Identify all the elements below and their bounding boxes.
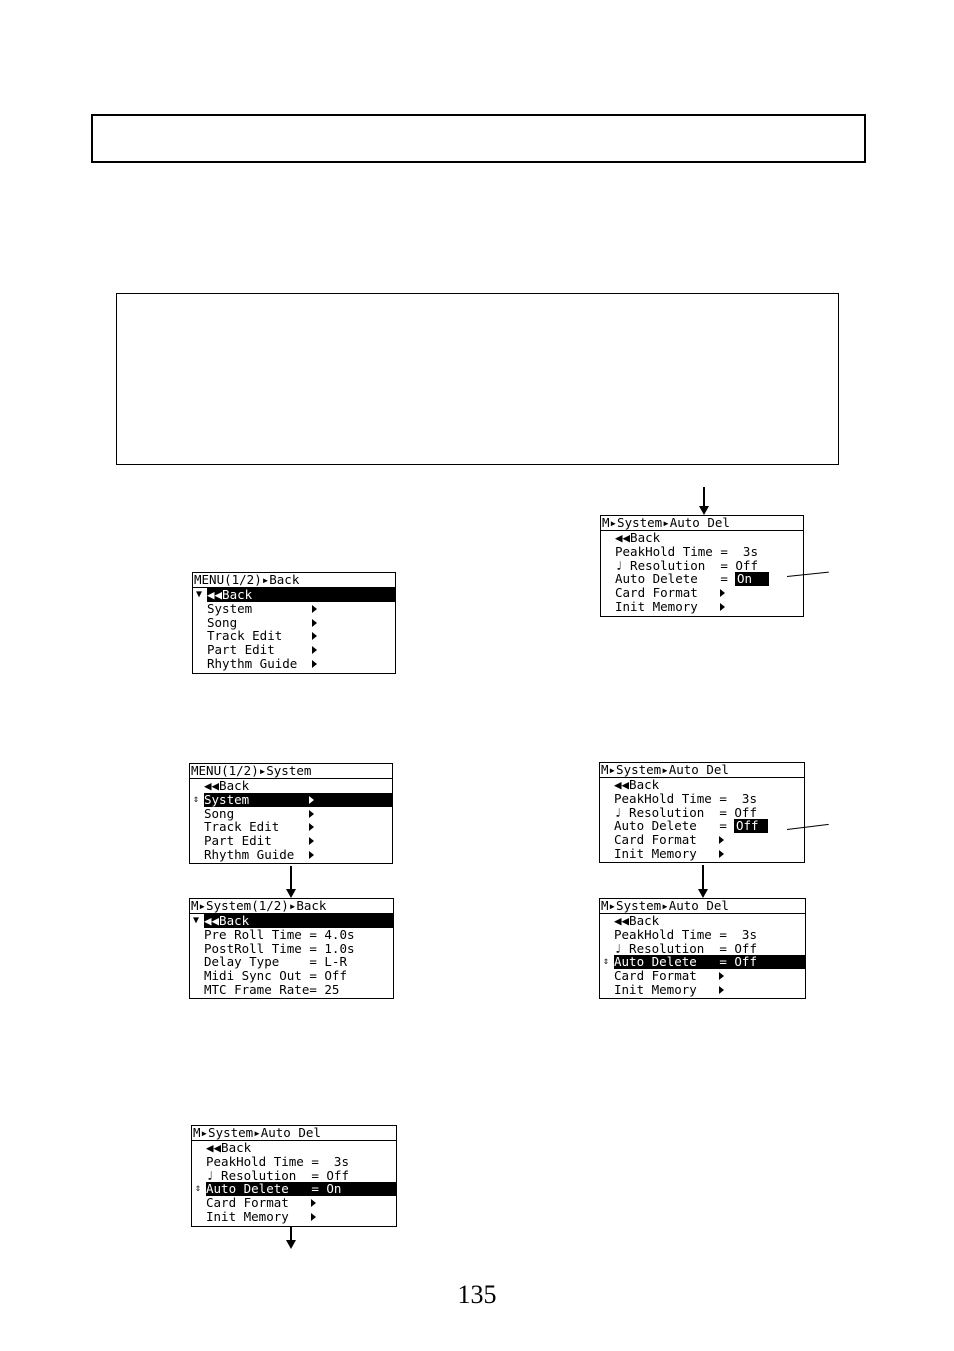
scroll-down-icon: ▼: [195, 589, 203, 600]
lcd-row-text: Rhythm Guide: [204, 846, 295, 862]
lcd-autodel-off-editing: [599, 762, 805, 863]
submenu-arrow-icon: [309, 810, 314, 818]
lcd-value-field: On: [735, 572, 769, 586]
lcd-row-label: [614, 983, 805, 997]
lcd-menu-row: [190, 955, 393, 969]
lcd-row-text: ♩ Resolution = Off: [615, 557, 758, 573]
title-frame: [91, 114, 866, 163]
lcd-menu-row: [600, 983, 805, 997]
lcd-autodel-on-editing: [600, 515, 804, 617]
lcd-header: M▸System▸Auto Del: [600, 899, 805, 914]
submenu-arrow-icon: [311, 1213, 316, 1221]
lcd-row-label: [204, 779, 392, 793]
lcd-menu-row: [190, 820, 392, 834]
scroll-updown-icon: ⇕: [602, 956, 610, 968]
lcd-row-text: ◀◀Back: [207, 587, 253, 602]
lcd-row-label: [204, 807, 392, 821]
submenu-arrow-icon: [309, 851, 314, 859]
lcd-row-label: [204, 914, 393, 928]
lcd-menu-row: [600, 928, 805, 942]
lcd-header: M▸System(1/2)▸Back: [190, 899, 393, 914]
lcd-header: M▸System▸Auto Del: [600, 763, 804, 778]
lcd-menu-row: [600, 969, 805, 983]
lcd-row-label: [615, 559, 803, 573]
arrow-down-icon: [290, 866, 292, 890]
lcd-menu-row: [190, 793, 392, 807]
lcd-header: M▸System▸Auto Del: [601, 516, 803, 531]
lcd-row-label: [615, 586, 803, 600]
lcd-menu-row: [601, 572, 803, 586]
lcd-menu-row: [600, 778, 804, 792]
scroll-updown-icon: ⇕: [192, 793, 200, 805]
lcd-row-label: [207, 629, 395, 643]
lcd-menu-row: [600, 955, 805, 969]
lcd-row-text: ◀◀Back: [615, 530, 661, 545]
lcd-menu-row: [192, 1182, 396, 1196]
submenu-arrow-icon: [312, 660, 317, 668]
lcd-row-label: [207, 602, 395, 616]
lcd-menu-row: [601, 531, 803, 545]
lcd-menu-row: [600, 942, 805, 956]
lcd-row-label: [204, 793, 392, 807]
lcd-row-text: ♩ Resolution = Off: [206, 1167, 349, 1183]
lcd-row-label: [204, 834, 392, 848]
lcd-row-label: [207, 616, 395, 630]
lcd-row-text: Pre Roll Time = 4.0s: [204, 926, 355, 942]
lcd-menu-row: [600, 806, 804, 820]
submenu-arrow-icon: [720, 589, 725, 597]
lcd-menu-row: [601, 600, 803, 614]
lcd-menu-row: [600, 833, 804, 847]
lcd-row-label: [204, 928, 393, 942]
submenu-arrow-icon: [719, 836, 724, 844]
lcd-row-label: [207, 657, 395, 671]
lcd-header: M▸System▸Auto Del: [192, 1126, 396, 1141]
lcd-row-text: ◀◀Back: [204, 913, 250, 928]
arrow-down-icon: [702, 865, 704, 890]
lcd-header: MENU(1/2)▸Back: [193, 573, 395, 588]
lcd-row-text: Init Memory: [614, 845, 697, 861]
lcd-row-text: Rhythm Guide: [207, 655, 298, 671]
lcd-row-text: ♩ Resolution = Off: [614, 804, 757, 820]
lcd-menu-row: [190, 983, 393, 997]
note-frame: [116, 293, 839, 465]
lcd-row-label: [614, 928, 805, 942]
lcd-row-label: [206, 1169, 396, 1183]
lcd-row-label: [614, 942, 805, 956]
lcd-menu-row: [600, 914, 805, 928]
lcd-menu-row: [190, 807, 392, 821]
submenu-arrow-icon: [312, 605, 317, 613]
submenu-arrow-icon: [311, 1199, 316, 1207]
lcd-menu-row: [193, 602, 395, 616]
lcd-row-text: Card Format: [615, 585, 698, 601]
page-number: 135: [457, 1280, 497, 1309]
lcd-system-back: [189, 898, 394, 999]
lcd-menu-row: [600, 847, 804, 861]
lcd-row-label: [614, 969, 805, 983]
lcd-row-text: Part Edit: [204, 833, 272, 849]
lcd-row-text: PostRoll Time = 1.0s: [204, 940, 355, 956]
lcd-menu-row: [190, 834, 392, 848]
lcd-row-text: ♩ Resolution = Off: [614, 940, 757, 956]
lcd-menu-row: [190, 969, 393, 983]
lcd-menu-row: [192, 1141, 396, 1155]
lcd-row-text: ◀◀Back: [614, 913, 660, 928]
lcd-row-label: [615, 531, 803, 545]
lcd-menu-row: [192, 1155, 396, 1169]
lcd-row-text: Track Edit: [204, 819, 280, 835]
lcd-row-label: [204, 983, 393, 997]
lcd-row-text: Song: [207, 614, 238, 630]
lcd-row-text: Auto Delete = Off: [614, 954, 757, 970]
lcd-row-label: [206, 1182, 396, 1196]
submenu-arrow-icon: [719, 850, 724, 858]
lcd-row-text: PeakHold Time = 3s: [615, 543, 758, 559]
lcd-menu-row: [601, 559, 803, 573]
submenu-arrow-icon: [312, 632, 317, 640]
lcd-row-label: [207, 643, 395, 657]
lcd-row-label: [615, 600, 803, 614]
lcd-row-label: [204, 969, 393, 983]
lcd-menu-row: [193, 643, 395, 657]
lcd-row-text: Init Memory: [615, 598, 698, 614]
lcd-menu-row: [600, 819, 804, 833]
lcd-autodel-on-selected: [191, 1125, 397, 1227]
submenu-arrow-icon: [719, 972, 724, 980]
lcd-row-text: System: [204, 791, 250, 807]
submenu-arrow-icon: [312, 619, 317, 627]
lcd-row-label: [614, 819, 804, 833]
lcd-row-text: Init Memory: [206, 1208, 289, 1224]
submenu-arrow-icon: [720, 603, 725, 611]
lcd-row-label: [207, 588, 395, 602]
submenu-arrow-icon: [309, 796, 314, 804]
lcd-row-text: Song: [204, 805, 235, 821]
lcd-row-text: Auto Delete =: [614, 818, 727, 834]
lcd-header: MENU(1/2)▸System: [190, 764, 392, 779]
lcd-row-text: Midi Sync Out = Off: [204, 968, 347, 984]
lcd-row-label: [615, 572, 803, 586]
lcd-row-text: Card Format: [206, 1195, 289, 1211]
lcd-menu-row: [193, 588, 395, 602]
submenu-arrow-icon: [309, 837, 314, 845]
lcd-menu-row: [190, 779, 392, 793]
lcd-row-label: [614, 847, 804, 861]
lcd-row-text: Auto Delete = On: [206, 1181, 342, 1197]
lcd-autodel-off-selected: [599, 898, 806, 999]
lcd-menu-row: [190, 848, 392, 862]
lcd-menu-row: [601, 586, 803, 600]
lcd-menu-row: [193, 657, 395, 671]
scroll-down-icon: ▼: [192, 915, 200, 926]
lcd-row-label: [204, 820, 392, 834]
lcd-row-label: [614, 806, 804, 820]
lcd-menu-row: [192, 1196, 396, 1210]
lcd-row-label: [614, 792, 804, 806]
lcd-row-text: Init Memory: [614, 981, 697, 997]
lcd-row-label: [614, 778, 804, 792]
lcd-row-label: [204, 955, 393, 969]
lcd-menu-row: [190, 942, 393, 956]
arrow-down-icon: [290, 1227, 292, 1241]
lcd-row-text: MTC Frame Rate= 25: [204, 981, 340, 997]
lcd-row-text: Card Format: [614, 832, 697, 848]
lcd-row-text: PeakHold Time = 3s: [614, 790, 757, 806]
lcd-row-text: Part Edit: [207, 642, 275, 658]
lcd-row-text: Auto Delete =: [615, 571, 728, 587]
lcd-row-label: [206, 1210, 396, 1224]
lcd-row-label: [206, 1196, 396, 1210]
lcd-row-label: [204, 942, 393, 956]
lcd-row-text: Track Edit: [207, 628, 283, 644]
lcd-menu-row: [190, 928, 393, 942]
lcd-row-text: PeakHold Time = 3s: [614, 926, 757, 942]
lcd-menu-row: [190, 914, 393, 928]
lcd-menu-row: [193, 616, 395, 630]
lcd-menu-row: [192, 1169, 396, 1183]
lcd-row-text: PeakHold Time = 3s: [206, 1153, 349, 1169]
lcd-row-label: [204, 848, 392, 862]
lcd-row-label: [206, 1141, 396, 1155]
arrow-down-icon: [703, 487, 705, 507]
lcd-menu-system: [189, 763, 393, 864]
lcd-row-text: ◀◀Back: [614, 777, 660, 792]
lcd-row-label: [206, 1155, 396, 1169]
lcd-row-label: [614, 914, 805, 928]
scroll-updown-icon: ⇕: [194, 1183, 202, 1195]
lcd-menu-row: [601, 545, 803, 559]
lcd-row-label: [614, 833, 804, 847]
lcd-row-text: ◀◀Back: [204, 778, 250, 793]
lcd-row-text: ◀◀Back: [206, 1140, 252, 1155]
lcd-row-text: Delay Type = L-R: [204, 954, 347, 970]
lcd-menu-row: [600, 792, 804, 806]
submenu-arrow-icon: [309, 823, 314, 831]
lcd-menu-row: [192, 1210, 396, 1224]
lcd-row-label: [615, 545, 803, 559]
submenu-arrow-icon: [312, 646, 317, 654]
lcd-row-text: Card Format: [614, 968, 697, 984]
lcd-row-text: System: [207, 600, 253, 616]
lcd-value-field: Off: [734, 819, 768, 833]
submenu-arrow-icon: [719, 986, 724, 994]
lcd-menu-back: [192, 572, 396, 674]
lcd-row-label: [614, 955, 805, 969]
lcd-menu-row: [193, 629, 395, 643]
